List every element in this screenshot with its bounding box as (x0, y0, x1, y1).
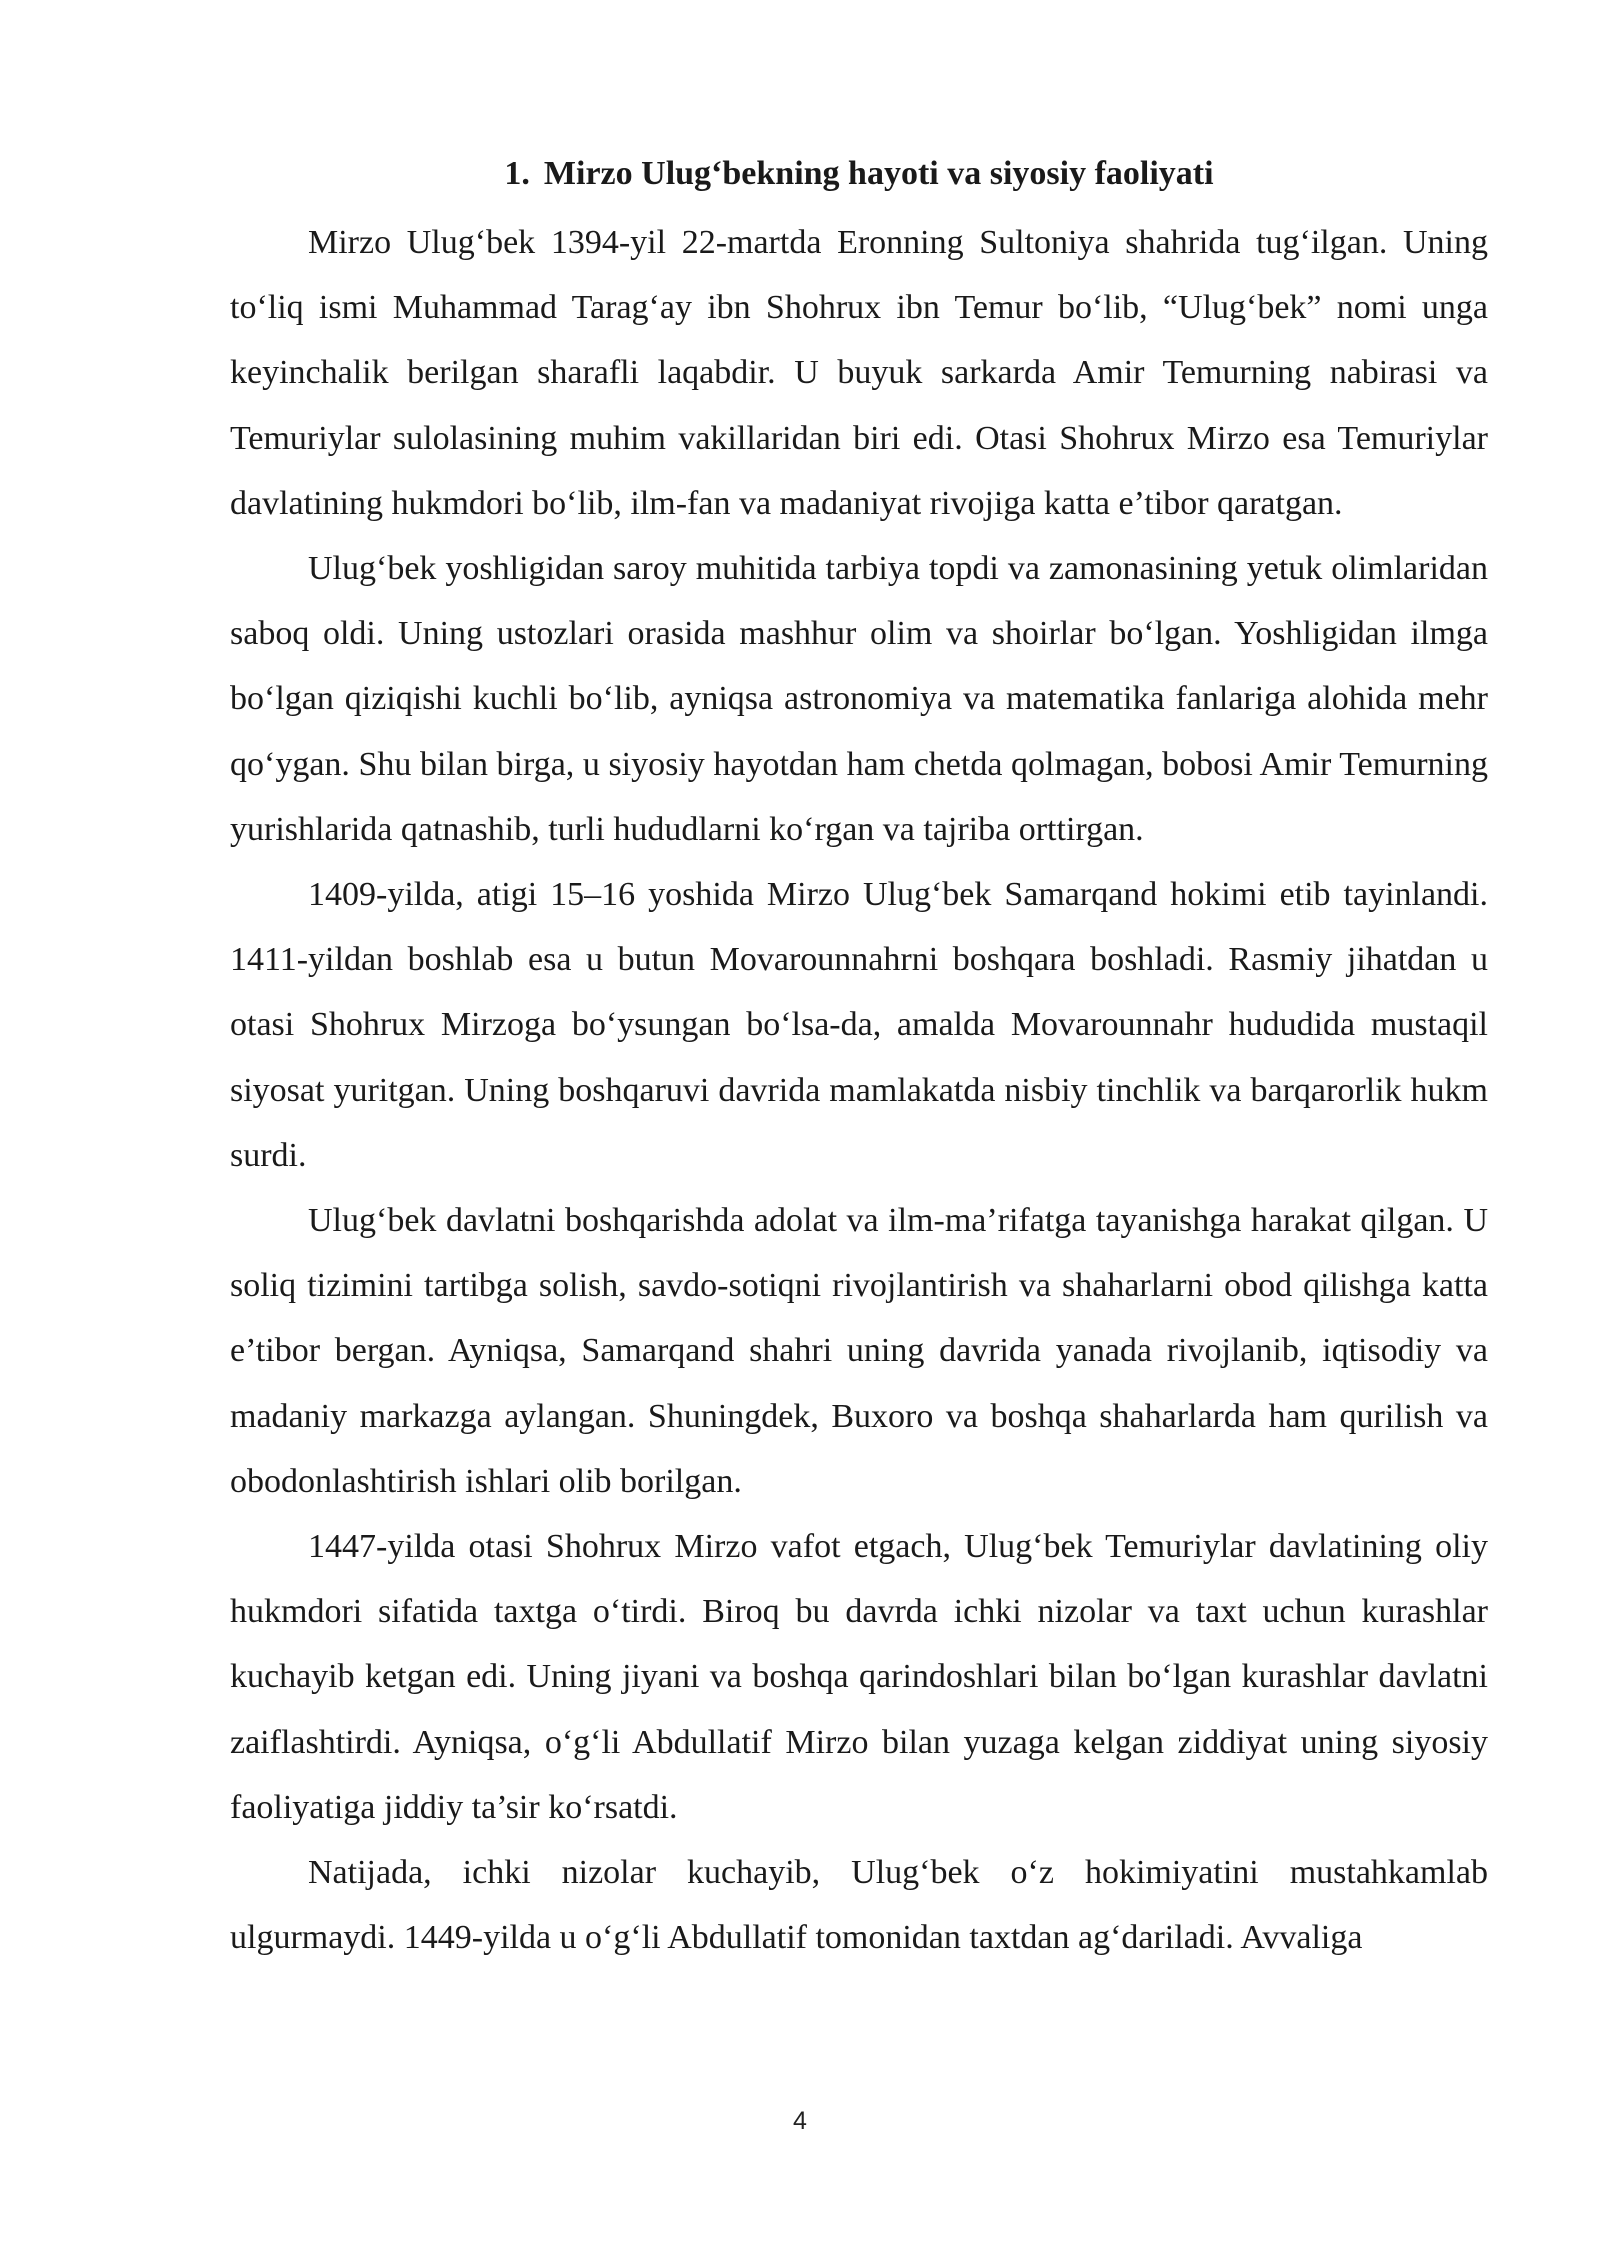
paragraph-3: 1409-yilda, atigi 15–16 yoshida Mirzo Ulug‘bek Samarqand hokimi etib tayinlandi. 1411-yildan boshlab esa u butun Movarounnahrni boshqara boshladi. Rasmiy jihatdan u otasi Shohrux Mirzoga bo‘ysungan bo‘lsa-da, amalda Movarounnahr hududida mustaqil siyosat yuritgan. Uning boshqaruvi davrida mamlakatda nisbiy tinchlik va barqarorlik hukm surdi. (230, 876, 1488, 1174)
page-content (230, 148, 1488, 1970)
paragraph-5: 1447-yilda otasi Shohrux Mirzo vafot etgach, Ulug‘bek Temuriylar davlatining oliy hukmdori sifatida taxtga o‘tirdi. Biroq bu davrda ichki nizolar va taxt uchun kurashlar kuchayib ketgan edi. Uning jiyani va boshqa qarindoshlari bilan bo‘lgan kurashlar davlatni zaiflashtirdi. Ayniqsa, o‘g‘li Abdullatif Mirzo bilan yuzaga kelgan ziddiyat uning siyosiy faoliyatiga jiddiy ta’sir ko‘rsatdi. (230, 1528, 1488, 1826)
section-title: Mirzo Ulug‘bekning hayoti va siyosiy faoliyati (543, 155, 1214, 192)
page-number: 4 (793, 2107, 807, 2135)
paragraph-4: Ulug‘bek davlatni boshqarishda adolat va ilm-ma’rifatga tayanishga harakat qilgan. U soliq tizimini tartibga solish, savdo-sotiqni rivojlantirish va shaharlarni obod qilishga katta e’tibor bergan. Ayniqsa, Samarqand shahri uning davrida yanada rivojlanib, iqtisodiy va madaniy markazga aylangan. Shuningdek, Buxoro va boshqa shaharlarda ham qurilish va obodonlashtirish ishlari olib borilgan. (230, 1202, 1488, 1500)
section-heading (230, 148, 1488, 200)
paragraph-1: Mirzo Ulug‘bek 1394-yil 22-martda Eronning Sultoniya shahrida tug‘ilgan. Uning to‘liq ismi Muhammad Tarag‘ay ibn Shohrux ibn Temur bo‘lib, “Ulug‘bek” nomi unga keyinchalik berilgan sharafli laqabdir. U buyuk sarkarda Amir Temurning nabirasi va Temuriylar sulolasining muhim vakillaridan biri edi. Otasi Shohrux Mirzo esa Temuriylar davlatining hukmdori bo‘lib, ilm-fan va madaniyat rivojiga katta e’tibor qaratgan. (230, 224, 1488, 522)
paragraph-6: Natijada, ichki nizolar kuchayib, Ulug‘bek o‘z hokimiyatini mustahkamlab ulgurmaydi. 1449-yilda u o‘g‘li Abdullatif tomonidan taxtdan ag‘dariladi. Avvaliga (230, 1854, 1488, 1957)
section-number: 1. (504, 155, 530, 192)
paragraph-2: Ulug‘bek yoshligidan saroy muhitida tarbiya topdi va zamonasining yetuk olimlaridan saboq oldi. Uning ustozlari orasida mashhur olim va shoirlar bo‘lgan. Yoshligidan ilmga bo‘lgan qiziqishi kuchli bo‘lib, ayniqsa astronomiya va matematika fanlariga alohida mehr qo‘ygan. Shu bilan birga, u siyosiy hayotdan ham chetda qolmagan, bobosi Amir Temurning yurishlarida qatnashib, turli hududlarni ko‘rgan va tajriba orttirgan. (230, 550, 1488, 848)
